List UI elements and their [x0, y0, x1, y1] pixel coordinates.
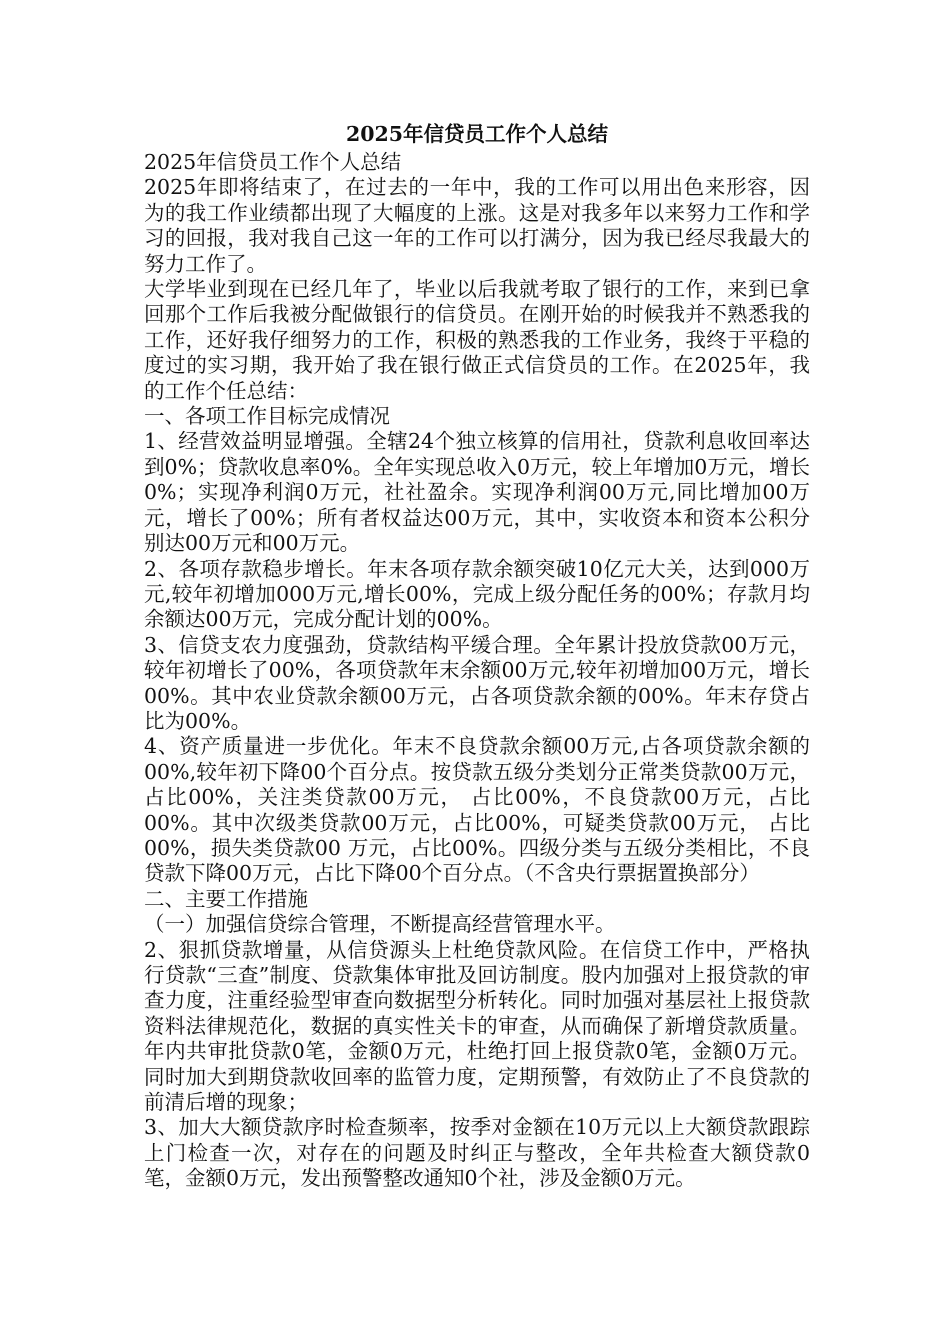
paragraph-measure-2: 2、狠抓贷款增量，从信贷源头上杜绝贷款风险。在信贷工作中，严格执行贷款“三查”制度、贷款集体审批及回访制度。股内加强对上报贷款的审查力度，注重经验型审查向数据型分析转化。同时加强对基层社上报贷款资料法律规范化，数据的真实性关卡的审查，从而确保了新增贷款质量。年内共审批贷款0笔，金额0万元，杜绝打回上报贷款0笔，金额0万元。同时加大到期贷款收回率的监管力度，定期预警，有效防止了不良贷款的前清后增的现象； [144, 937, 810, 1115]
section-heading-goals: 一、各项工作目标完成情况 [144, 404, 390, 429]
document-body [144, 120, 810, 1192]
paragraph-subtitle: 2025年信贷员工作个人总结 [144, 150, 402, 174]
paragraph-intro: 2025年即将结束了，在过去的一年中，我的工作可以用出色来形容，因为的我工作业绩都出现了大幅度的上涨。这是对我多年以来努力工作和学习的回报，我对我自己这一年的工作可以打满分，因为我已经尽我最大的努力工作了。 [144, 175, 810, 276]
paragraph-goal-3: 3、信贷支农力度强劲，贷款结构平缓合理。全年累计投放贷款00万元， 较年初增长了00%，各项贷款年末余额00万元,较年初增加00万元，增长00%。其中农业贷款余额00万元，占各项贷款余额的00%。年末存贷占比为00%。 [144, 632, 810, 733]
section-heading-measures: 二、主要工作措施 [144, 886, 308, 911]
paragraph-measure-3: 3、加大大额贷款序时检查频率，按季对金额在10万元以上大额贷款跟踪上门检查一次，对存在的问题及时纠正与整改，全年共检查大额贷款0笔，金额0万元，发出预警整改通知0个社，涉及金额0万元。 [144, 1115, 810, 1191]
paragraph-background: 大学毕业到现在已经几年了，毕业以后我就考取了银行的工作，来到已拿回那个工作后我被分配做银行的信贷员。在刚开始的时候我并不熟悉我的工作，还好我仔细努力的工作，积极的熟悉我的工作业务，我终于平稳的度过的实习期，我开始了我在银行做正式信贷员的工作。在2025年，我的工作个任总结： [144, 277, 810, 403]
paragraph-goal-1: 1、经营效益明显增强。全辖24个独立核算的信用社，贷款利息收回率达到0%；贷款收息率0%。全年实现总收入0万元，较上年增加0万元，增长0%；实现净利润0万元，社社盈余。实现净利润00万元,同比增加00万元，增长了00%；所有者权益达00万元，其中，实收资本和资本公积分别达00万元和00万元。 [144, 429, 810, 556]
paragraph-goal-4: 4、资产质量进一步优化。年末不良贷款余额00万元,占各项贷款余额的00%,较年初下降00个百分点。按贷款五级分类划分正常类贷款00万元，占比00%，关注类贷款00万元， 占比00%，不良贷款00万元，占比00%。其中次级类贷款00万元，占比00%，可疑类贷款00万元， 占比00%，损失类贷款00 万元，占比00%。四级分类与五级分类相比，不良贷款下降00万元，占比下降00个百分点。（不含央行票据置换部分） [144, 734, 810, 886]
document-title: 2025年信贷员工作个人总结 [345, 122, 609, 146]
subsection-heading-management: （一）加强信贷综合管理，不断提高经营管理水平。 [144, 912, 616, 937]
paragraph-goal-2: 2、各项存款稳步增长。年末各项存款余额突破10亿元大关，达到000万元,较年初增加000万元,增长00%，完成上级分配任务的00%；存款月均余额达00万元，完成分配计划的00%。 [144, 556, 810, 632]
